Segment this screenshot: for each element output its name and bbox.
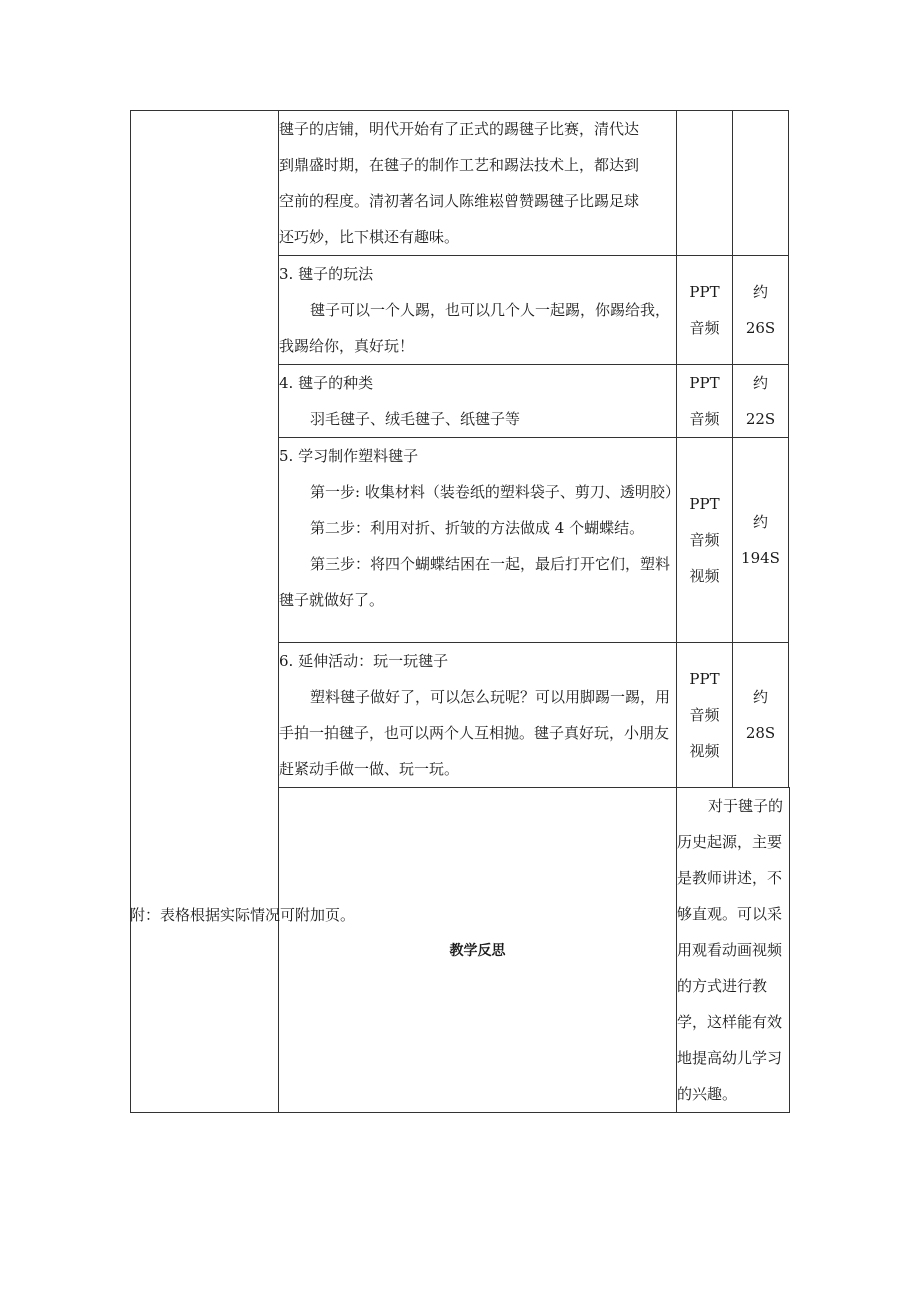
- section-3-cell: [279, 256, 677, 365]
- section-paragraph: 塑料毽子做好了，可以怎么玩呢？可以用脚踢一踢，用手拍一拍毽子，也可以两个人互相抛。毽子真好玩，小朋友赶紧动手做一做、玩一玩。: [279, 688, 671, 778]
- history-line: 到鼎盛时期，在毽子的制作工艺和踢法技术上，都达到: [279, 156, 640, 174]
- reflection-cell: [677, 788, 790, 1113]
- duration-prefix: 约: [752, 283, 768, 301]
- duration-cell: [733, 256, 789, 365]
- blank-label-cell: [131, 111, 279, 1113]
- media-item: 视频: [689, 742, 720, 760]
- media-cell-empty: [677, 111, 733, 256]
- media-item: 音频: [689, 531, 720, 549]
- history-line: 毽子的店铺，明代开始有了正式的踢毽子比赛，清代达: [279, 120, 640, 138]
- section-heading: 5. 学习制作塑料毽子: [279, 447, 419, 465]
- media-item: 音频: [689, 706, 720, 724]
- media-item: PPT: [689, 283, 720, 301]
- duration-value: 194S: [741, 549, 780, 567]
- section-paragraph: 毽子可以一个人踢，也可以几个人一起踢，你踢给我，我踢给你，真好玩！: [279, 301, 671, 355]
- section-paragraph: 第三步：将四个蝴蝶结困在一起，最后打开它们，塑料毽子就做好了。: [279, 555, 671, 609]
- time-cell-empty: [733, 111, 789, 256]
- duration-value: 28S: [745, 724, 776, 742]
- media-item: 音频: [689, 319, 720, 337]
- section-6-cell: [279, 643, 677, 788]
- duration-prefix: 约: [752, 688, 768, 706]
- duration-prefix: 约: [752, 374, 768, 392]
- history-line: 空前的程度。清初著名词人陈维崧曾赞踢毽子比踢足球: [279, 192, 640, 210]
- section-paragraph: 羽毛毽子、绒毛毽子、纸毽子等: [310, 410, 521, 428]
- history-text-cell: [279, 111, 677, 256]
- reflection-label: 教学反思: [279, 788, 677, 1113]
- section-heading: 4. 毽子的种类: [279, 374, 374, 392]
- media-item: 音频: [689, 410, 720, 428]
- duration-cell: [733, 643, 789, 788]
- duration-value: 22S: [745, 410, 776, 428]
- duration-cell: [733, 365, 789, 438]
- media-cell: [677, 643, 733, 788]
- section-heading: 3. 毽子的玩法: [279, 265, 374, 283]
- footnote: 附：表格根据实际情况可附加页。: [130, 906, 356, 924]
- media-item: PPT: [689, 670, 720, 688]
- section-5-cell: [279, 438, 680, 643]
- reflection-text: 对于毽子的历史起源，主要是教师讲述，不够直观。可以采用观看动画视频的方式进行教学，这样能有效地提高幼儿学习的兴趣。: [677, 797, 784, 1103]
- section-paragraph: 第二步：利用对折、折皱的方法做成 4 个蝴蝶结。: [310, 519, 645, 537]
- duration-cell: [733, 438, 789, 643]
- section-4-cell: [279, 365, 677, 438]
- media-cell: [677, 365, 733, 438]
- media-cell: [677, 438, 733, 643]
- media-item: PPT: [689, 495, 720, 513]
- media-item: 视频: [689, 567, 720, 585]
- media-cell: [677, 256, 733, 365]
- media-item: PPT: [689, 374, 720, 392]
- table-row: [131, 111, 790, 256]
- history-line: 还巧妙，比下棋还有趣味。: [279, 228, 460, 246]
- duration-prefix: 约: [752, 513, 768, 531]
- duration-value: 26S: [745, 319, 776, 337]
- section-heading: 6. 延伸活动：玩一玩毽子: [279, 652, 449, 670]
- lesson-plan-table: [130, 110, 790, 1113]
- section-paragraph: 第一步: 收集材料（装卷纸的塑料袋子、剪刀、透明胶）: [310, 483, 680, 501]
